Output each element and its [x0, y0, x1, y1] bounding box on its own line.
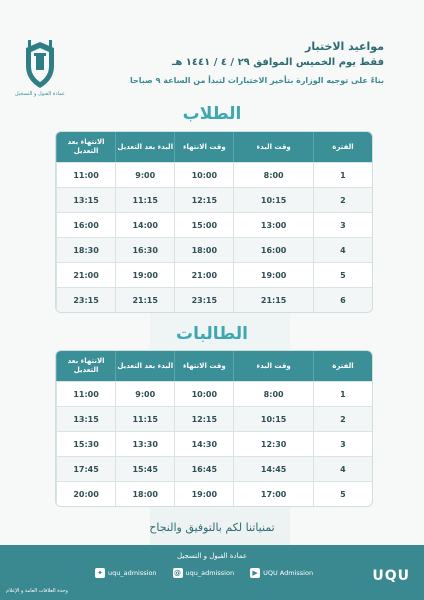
table-row [56, 287, 372, 312]
table-cell: 16:45 [174, 457, 233, 481]
table-cell: 16:30 [115, 238, 174, 262]
table-cell: 5 [313, 263, 372, 287]
university-logo [14, 40, 66, 106]
column-header: وقت البدء [233, 132, 312, 162]
table-cell: 14:45 [233, 457, 312, 481]
social-links [95, 568, 313, 578]
table-cell: 12:15 [174, 407, 233, 431]
table-cell: 15:30 [56, 432, 115, 456]
table-cell: 3 [313, 213, 372, 237]
notice-line: بناءً على توجيه الوزارة بتأخير الاختبارات لتبدأ من الساعة ٩ صباحا [130, 76, 384, 85]
youtube-channel: UQU Admission [263, 569, 314, 577]
table-cell: 10:15 [233, 188, 312, 212]
table-cell: 21:15 [115, 288, 174, 312]
date-line: فقط يوم الخميس الموافق ٢٩ / ٤ / ١٤٤١ هـ [171, 57, 384, 68]
table-cell: 16:00 [56, 213, 115, 237]
table-cell: 6 [313, 288, 372, 312]
table-cell: 15:45 [115, 457, 174, 481]
table-cell: 13:15 [56, 407, 115, 431]
twitter-handle: uqu_admission [108, 569, 157, 577]
table-cell: 19:00 [174, 482, 233, 506]
table-row [56, 162, 372, 187]
table-cell: 18:30 [56, 238, 115, 262]
table-cell: 18:00 [174, 238, 233, 262]
table-cell: 11:00 [56, 382, 115, 406]
crest-icon [20, 40, 60, 90]
table-cell: 23:15 [56, 288, 115, 312]
table-cell: 11:00 [56, 163, 115, 187]
table-row [56, 481, 372, 506]
table-row [56, 237, 372, 262]
column-header: وقت الانتهاء [174, 132, 233, 162]
youtube-icon: ▶ [250, 568, 260, 578]
table-row [56, 456, 372, 481]
table-cell: 8:00 [233, 163, 312, 187]
female-table-header [56, 351, 372, 381]
pr-unit-label: وحدة العلاقات العامة و الإعلام [6, 588, 68, 594]
good-luck-message: تمنياتنا لكم بالتوفيق والنجاح [149, 521, 275, 534]
page-title: مواعيد الاختبار [305, 40, 384, 53]
female-section-title: الطالبات [176, 324, 248, 344]
table-cell: 14:00 [115, 213, 174, 237]
column-header: البدء بعد التعديل [115, 132, 174, 162]
table-cell: 23:15 [174, 288, 233, 312]
table-cell: 19:00 [115, 263, 174, 287]
table-cell: 10:00 [174, 382, 233, 406]
table-cell: 9:00 [115, 163, 174, 187]
table-row [56, 187, 372, 212]
column-header: الانتهاء بعد التعديل [56, 351, 115, 381]
table-cell: 11:15 [115, 188, 174, 212]
logo-caption: عمادة القبول و التسجيل [15, 91, 65, 97]
table-cell: 18:00 [115, 482, 174, 506]
column-header: وقت الانتهاء [174, 351, 233, 381]
email-handle: uqu_admission [185, 569, 235, 577]
table-cell: 10:00 [174, 163, 233, 187]
table-cell: 15:00 [174, 213, 233, 237]
table-cell: 21:15 [233, 288, 312, 312]
column-header: البدء بعد التعديل [115, 351, 174, 381]
email-icon: @ [174, 569, 182, 577]
table-cell: 9:00 [115, 382, 174, 406]
table-cell: 12:15 [174, 188, 233, 212]
column-header: وقت البدء [233, 351, 312, 381]
table-cell: 20:00 [56, 482, 115, 506]
table-cell: 13:15 [56, 188, 115, 212]
footer-department: عمادة القبول و التسجيل [177, 552, 247, 560]
column-header: الانتهاء بعد التعديل [56, 132, 115, 162]
twitter-link[interactable] [95, 568, 157, 578]
table-row [56, 406, 372, 431]
email-link[interactable] [173, 568, 235, 578]
table-cell: 4 [313, 457, 372, 481]
table-cell: 17:45 [56, 457, 115, 481]
female-students-table [55, 350, 373, 507]
table-cell: 1 [313, 163, 372, 187]
students-table [55, 131, 373, 313]
table-cell: 1 [313, 382, 372, 406]
table-cell: 13:00 [233, 213, 312, 237]
table-cell: 19:00 [233, 263, 312, 287]
table-cell: 2 [313, 407, 372, 431]
column-header: الفترة [313, 132, 372, 162]
table-row [56, 262, 372, 287]
column-header: الفترة [313, 351, 372, 381]
table-row [56, 381, 372, 406]
brand-logo: UQU [372, 568, 410, 584]
table-cell: 13:30 [115, 432, 174, 456]
table-cell: 3 [313, 432, 372, 456]
table-cell: 11:15 [115, 407, 174, 431]
table-cell: 2 [313, 188, 372, 212]
table-cell: 8:00 [233, 382, 312, 406]
table-row [56, 431, 372, 456]
table-cell: 10:15 [233, 407, 312, 431]
twitter-icon: ✦ [95, 568, 105, 578]
table-cell: 14:30 [174, 432, 233, 456]
table-cell: 16:00 [233, 238, 312, 262]
table-cell: 12:30 [233, 432, 312, 456]
students-table-header [56, 132, 372, 162]
students-section-title: الطلاب [182, 104, 242, 124]
youtube-link[interactable] [250, 568, 313, 578]
table-row [56, 212, 372, 237]
table-cell: 21:00 [174, 263, 233, 287]
table-cell: 5 [313, 482, 372, 506]
table-cell: 17:00 [233, 482, 312, 506]
table-cell: 4 [313, 238, 372, 262]
table-cell: 21:00 [56, 263, 115, 287]
